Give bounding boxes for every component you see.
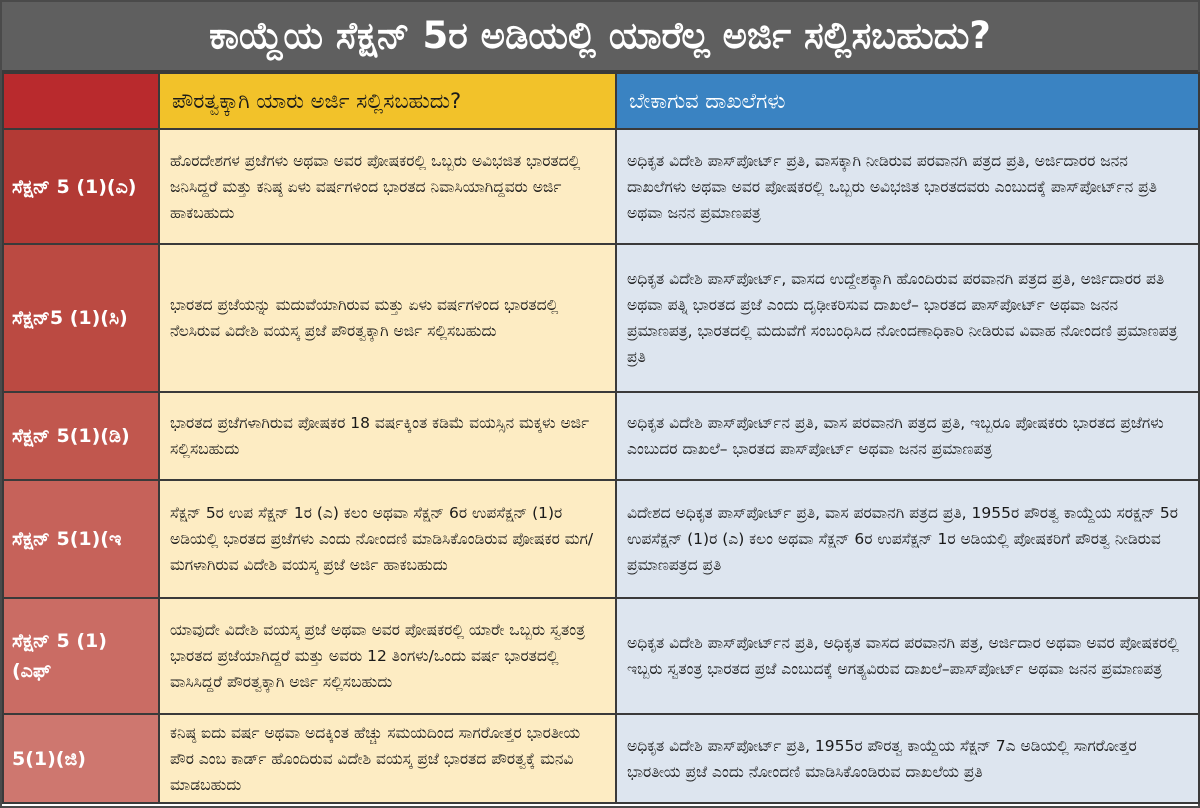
- documents-text: ಅಧಿಕೃತ ವಿದೇಶಿ ಪಾಸ್‌ಪೋರ್ಟ್ ಪ್ರತಿ, 1955ರ ಪೌರತ್ವ ಕಾಯ್ದೆಯ ಸೆಕ್ಷನ್ 7ಎ ಅಡಿಯಲ್ಲಿ ಸಾಗರೋತ್ತರ ಭಾರತೀಯ ಪ್ರಜೆ ಎಂದು ನೋಂದಣಿ ಮಾಡಿಸಿಕೊಂಡಿರುವ ದಾಖಲೆಯ ಪ್ರತಿ: [616, 714, 1199, 803]
- documents-text: ವಿದೇಶದ ಅಧಿಕೃತ ಪಾಸ್‌ಪೋರ್ಟ್ ಪ್ರತಿ, ವಾಸ ಪರವಾನಗಿ ಪತ್ರದ ಪ್ರತಿ, 1955ರ ಪೌರತ್ವ ಕಾಯ್ದೆಯ ಸರಕ್ಷನ್ 5ರ ಉಪಸೆಕ್ಷನ್ (1)ರ (ಎ) ಕಲಂ ಅಥವಾ ಸೆಕ್ಷನ್ 6ರ ಉಪಸೆಕ್ಷನ್ 1ರ ಅಡಿಯಲ್ಲಿ ಪೋಷಕರಿಗೆ ಪೌರತ್ವ ನೀಡಿರುವ ಪ್ರಮಾಣಪತ್ರದ ಪ್ರತಿ: [616, 480, 1199, 598]
- section-label: ಸೆಕ್ಷನ್5 (1)(ಸಿ): [3, 244, 159, 392]
- header-documents: ಬೇಕಾಗುವ ದಾಖಲೆಗಳು: [616, 73, 1199, 129]
- documents-text: ಅಧಿಕೃತ ವಿದೇಶಿ ಪಾಸ್‌ಪೋರ್ಟ್‌ನ ಪ್ರತಿ, ಅಧಿಕೃತ ವಾಸದ ಪರವಾನಗಿ ಪತ್ರ, ಅರ್ಜಿದಾರ ಅಥವಾ ಅವರ ಪೋಷಕರಲ್ಲಿ ಇಬ್ಬರು ಸ್ವತಂತ್ರ ಭಾರತದ ಪ್ರಜೆ ಎಂಬುದಕ್ಕೆ ಅಗತ್ಯವಿರುವ ದಾಖಲೆ–ಪಾಸ್‌ಪೋರ್ಟ್ ಅಥವಾ ಜನನ ಪ್ರಮಾಣಪತ್ರ: [616, 598, 1199, 714]
- table-header-row: [3, 73, 1199, 129]
- eligible-text: ಕನಿಷ್ಠ ಐದು ವರ್ಷ ಅಥವಾ ಅದಕ್ಕಿಂತ ಹೆಚ್ಚು ಸಮಯದಿಂದ ಸಾಗರೋತ್ತರ ಭಾರತೀಯ ಪೌರ ಎಂಬ ಕಾರ್ಡ್ ಹೊಂದಿರುವ ವಿದೇಶಿ ವಯಸ್ಕ ಪ್ರಜೆ ಭಾರತದ ಪೌರತ್ವಕ್ಕೆ ಮನವಿ ಮಾಡಬಹುದು: [159, 714, 616, 803]
- eligible-text: ಯಾವುದೇ ವಿದೇಶಿ ವಯಸ್ಕ ಪ್ರಜೆ ಅಥವಾ ಅವರ ಪೋಷಕರಲ್ಲಿ ಯಾರೇ ಒಬ್ಬರು ಸ್ವತಂತ್ರ ಭಾರತದ ಪ್ರಜೆಯಾಗಿದ್ದರೆ ಮತ್ತು ಅವರು 12 ತಿಂಗಳು/ಒಂದು ವರ್ಷ ಭಾರತದಲ್ಲಿ ವಾಸಿಸಿದ್ದರೆ ಪೌರತ್ವಕ್ಕಾಗಿ ಅರ್ಜಿ ಸಲ್ಲಿಸಬಹುದು: [159, 598, 616, 714]
- documents-text: ಅಧಿಕೃತ ವಿದೇಶಿ ಪಾಸ್‌ಪೋರ್ಟ್, ವಾಸದ ಉದ್ದೇಶಕ್ಕಾಗಿ ಹೊಂದಿರುವ ಪರವಾನಗಿ ಪತ್ರದ ಪ್ರತಿ, ಅರ್ಜಿದಾರರ ಪತಿ ಅಥವಾ ಪತ್ನಿ ಭಾರತದ ಪ್ರಜೆ ಎಂದು ದೃಢೀಕರಿಸುವ ದಾಖಲೆ– ಭಾರತದ ಪಾಸ್‌ಪೋರ್ಟ್ ಅಥವಾ ಜನನ ಪ್ರಮಾಣಪತ್ರ, ಭಾರತದಲ್ಲಿ ಮದುವೆಗೆ ಸಂಬಂಧಿಸಿದ ನೋಂದಣಾಧಿಕಾರಿ ನೀಡಿರುವ ವಿವಾಹ ನೋಂದಣಿ ಪ್ರಮಾಣಪತ್ರ ಪ್ರತಿ: [616, 244, 1199, 392]
- eligibility-table: [2, 72, 1200, 804]
- section-label: ಸೆಕ್ಷನ್ 5 (1) (ಎಫ್: [3, 598, 159, 714]
- section-label: ಸೆಕ್ಷನ್ 5 (1)(ಎ): [3, 129, 159, 244]
- header-eligible: ಪೌರತ್ವಕ್ಕಾಗಿ ಯಾರು ಅರ್ಜಿ ಸಲ್ಲಿಸಬಹುದು?: [159, 73, 616, 129]
- documents-text: ಅಧಿಕೃತ ವಿದೇಶಿ ಪಾಸ್‌ಪೋರ್ಟ್‌ನ ಪ್ರತಿ, ವಾಸ ಪರವಾನಗಿ ಪತ್ರದ ಪ್ರತಿ, ಇಬ್ಬರೂ ಪೋಷಕರು ಭಾರತದ ಪ್ರಜೆಗಳು ಎಂಬುದರ ದಾಖಲೆ– ಭಾರತದ ಪಾಸ್‌ಪೋರ್ಟ್ ಅಥವಾ ಜನನ ಪ್ರಮಾಣಪತ್ರ: [616, 392, 1199, 480]
- eligible-text: ಭಾರತದ ಪ್ರಜೆಗಳಾಗಿರುವ ಪೋಷಕರ 18 ವರ್ಷಕ್ಕಿಂತ ಕಡಿಮೆ ವಯಸ್ಸಿನ ಮಕ್ಕಳು ಅರ್ಜಿ ಸಲ್ಲಿಸಬಹುದು: [159, 392, 616, 480]
- section-label: ಸೆಕ್ಷನ್ 5(1)(ಇ: [3, 480, 159, 598]
- eligible-text: ಹೊರದೇಶಗಳ ಪ್ರಜೆಗಳು ಅಥವಾ ಅವರ ಪೋಷಕರಲ್ಲಿ ಒಬ್ಬರು ಅವಿಭಜಿತ ಭಾರತದಲ್ಲಿ ಜನಿಸಿದ್ದರೆ ಮತ್ತು ಕನಿಷ್ಠ ಏಳು ವರ್ಷಗಳಿಂದ ಭಾರತದ ನಿವಾಸಿಯಾಗಿದ್ದವರು ಅರ್ಜಿ ಹಾಕಬಹುದು: [159, 129, 616, 244]
- page-title: ಕಾಯ್ದೆಯ ಸೆಕ್ಷನ್ 5ರ ಅಡಿಯಲ್ಲಿ ಯಾರೆಲ್ಲ ಅರ್ಜಿ ಸಲ್ಲಿಸಬಹುದು?: [2, 2, 1198, 72]
- table-row: [3, 129, 1199, 244]
- section-label: 5(1)(ಜಿ): [3, 714, 159, 803]
- table-row: [3, 598, 1199, 714]
- table-row: [3, 480, 1199, 598]
- documents-text: ಅಧಿಕೃತ ವಿದೇಶಿ ಪಾಸ್‌ಪೋರ್ಟ್ ಪ್ರತಿ, ವಾಸಕ್ಕಾಗಿ ನೀಡಿರುವ ಪರವಾನಗಿ ಪತ್ರದ ಪ್ರತಿ, ಅರ್ಜಿದಾರರ ಜನನ ದಾಖಲೆಗಳು ಅಥವಾ ಅವರ ಪೋಷಕರಲ್ಲಿ ಒಬ್ಬರು ಅವಿಭಜಿತ ಭಾರತದವರು ಎಂಬುದಕ್ಕೆ ಪಾಸ್‌ಪೋರ್ಟ್‌ನ ಪ್ರತಿ ಅಥವಾ ಜನನ ಪ್ರಮಾಣಪತ್ರ: [616, 129, 1199, 244]
- table-row: [3, 714, 1199, 803]
- eligible-text: ಭಾರತದ ಪ್ರಜೆಯನ್ನು ಮದುವೆಯಾಗಿರುವ ಮತ್ತು ಏಳು ವರ್ಷಗಳಿಂದ ಭಾರತದಲ್ಲಿ ನೆಲಸಿರುವ ವಿದೇಶಿ ವಯಸ್ಕ ಪ್ರಜೆ ಪೌರತ್ವಕ್ಕಾಗಿ ಅರ್ಜಿ ಸಲ್ಲಿಸಬಹುದು: [159, 244, 616, 392]
- header-section-blank: [3, 73, 159, 129]
- table-row: [3, 244, 1199, 392]
- eligible-text: ಸೆಕ್ಷನ್ 5ರ ಉಪ ಸೆಕ್ಷನ್ 1ರ (ಎ) ಕಲಂ ಅಥವಾ ಸೆಕ್ಷನ್ 6ರ ಉಪಸೆಕ್ಷನ್ (1)ರ ಅಡಿಯಲ್ಲಿ ಭಾರತದ ಪ್ರಜೆಗಳು ಎಂದು ನೋಂದಣಿ ಮಾಡಿಸಿಕೊಂಡಿರುವ ಪೋಷಕರ ಮಗ/ ಮಗಳಾಗಿರುವ ವಿದೇಶಿ ವಯಸ್ಕ ಪ್ರಜೆ ಅರ್ಜಿ ಹಾಕಬಹುದು: [159, 480, 616, 598]
- section-label: ಸೆಕ್ಷನ್ 5(1)(ಡಿ): [3, 392, 159, 480]
- table-row: [3, 392, 1199, 480]
